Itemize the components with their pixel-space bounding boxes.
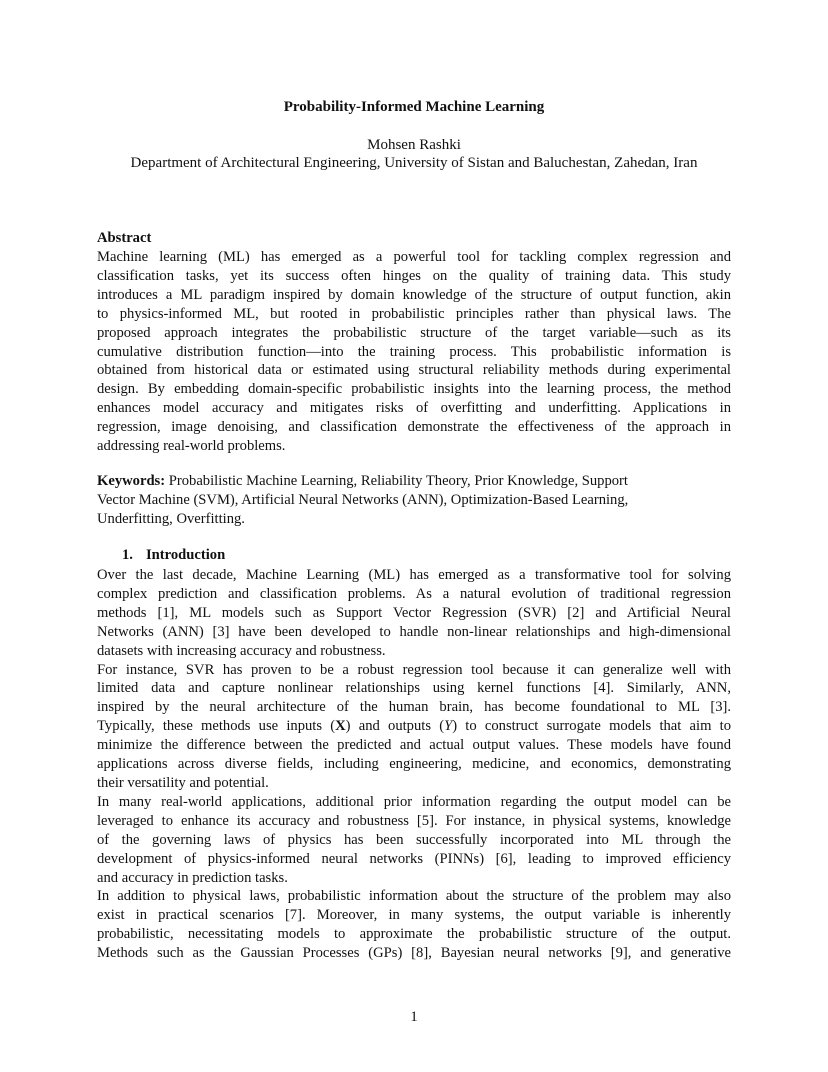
abstract-line: enhances model accuracy and mitigates risks of overfitting and underfitting. Applications in	[97, 400, 731, 417]
abstract-line: introduces a ML paradigm inspired by domain knowledge of the structure of output function, akin	[97, 286, 731, 303]
keywords-line: Underfitting, Overfitting.	[97, 510, 245, 527]
section-number: 1.	[122, 547, 133, 563]
author-name: Mohsen Rashki	[367, 137, 461, 153]
introduction-line: their versatility and potential.	[97, 774, 269, 791]
introduction-line: In many real-world applications, additional prior information regarding the output model can be	[97, 793, 731, 810]
keywords-label: Keywords:	[97, 473, 166, 489]
introduction-body	[97, 566, 731, 963]
abstract-line: obtained from historical data or estimated using structural reliability methods during experimental	[97, 362, 731, 379]
keywords-line: Vector Machine (SVM), Artificial Neural Networks (ANN), Optimization-Based Learning,	[97, 491, 629, 508]
keywords-line	[97, 472, 731, 491]
abstract-heading: Abstract	[97, 230, 152, 246]
abstract-line: design. By embedding domain-specific probabilistic insights into the learning process, the method	[97, 381, 731, 398]
introduction-line: Methods such as the Gaussian Processes (GPs) [8], Bayesian neural networks [9], and generative	[97, 945, 731, 962]
introduction-line: and accuracy in prediction tasks.	[97, 869, 288, 886]
abstract-line: Machine learning (ML) has emerged as a powerful tool for tackling complex regression and	[97, 249, 731, 265]
section-title: Introduction	[146, 547, 226, 563]
introduction-line: limited data and capture nonlinear relationships using kernel functions [4]. Similarly, ANN,	[97, 680, 731, 697]
math-symbol-y: Y	[444, 718, 453, 735]
introduction-line: applications across diverse fields, including engineering, medicine, and economics, demonstrating	[97, 756, 731, 773]
math-symbol-x: X	[335, 718, 346, 735]
introduction-line: probabilistic, necessitating models to approximate the probabilistic structure of the output.	[97, 926, 731, 943]
keywords-text: Probabilistic Machine Learning, Reliability Theory, Prior Knowledge, Support	[165, 473, 628, 489]
abstract-line: cumulative distribution function—into the training process. This probabilistic information is	[97, 343, 731, 360]
introduction-line: complex prediction and classification problems. As a natural evolution of traditional regression	[97, 585, 731, 602]
introduction-line: inspired by the neural architecture of the human brain, has become foundational to ML [3].	[97, 699, 731, 716]
introduction-line: methods [1], ML models such as Support Vector Regression (SVR) [2] and Artificial Neural	[97, 604, 731, 621]
abstract-body	[97, 248, 731, 456]
introduction-line: In addition to physical laws, probabilistic information about the structure of the problem may also	[97, 888, 731, 905]
abstract-line: proposed approach integrates the probabilistic structure of the target variable—such as its	[97, 324, 731, 341]
page-number: 1	[410, 1009, 418, 1025]
abstract-line: addressing real-world problems.	[97, 438, 286, 455]
author-affiliation: Department of Architectural Engineering, University of Sistan and Baluchestan, Zahedan, Iran	[130, 155, 698, 171]
abstract-line: to physics-informed ML, but rooted in probabilistic principles rather than physical laws. The	[97, 305, 731, 322]
introduction-line: development of physics-informed neural networks (PINNs) [6], leading to improved efficiency	[97, 850, 731, 867]
introduction-line: datasets with increasing accuracy and robustness.	[97, 642, 386, 659]
introduction-line: minimize the difference between the predicted and actual output values. These models have found	[97, 737, 731, 754]
introduction-line: Over the last decade, Machine Learning (ML) has emerged as a transformative tool for solving	[97, 567, 731, 583]
keywords-block	[97, 472, 731, 529]
introduction-line: leveraged to enhance its accuracy and robustness [5]. For instance, in physical systems, knowledge	[97, 812, 731, 829]
introduction-line: Typically, these methods use inputs (X) and outputs (Y) to construct surrogate models that aim to	[97, 718, 731, 735]
paper-title: Probability-Informed Machine Learning	[283, 99, 545, 115]
abstract-line: classification tasks, yet its success often hinges on the quality of training data. This study	[97, 267, 731, 284]
introduction-line: of the governing laws of physics has been successfully incorporated into ML through the	[97, 831, 731, 848]
introduction-line: For instance, SVR has proven to be a robust regression tool because it can generalize well with	[97, 661, 731, 678]
introduction-line: exist in practical scenarios [7]. Moreover, in many systems, the output variable is inherently	[97, 907, 731, 924]
abstract-line: regression, image denoising, and classification demonstrate the effectiveness of the approach in	[97, 419, 731, 436]
introduction-line: Networks (ANN) [3] have been developed to handle non-linear relationships and high-dimensional	[97, 623, 731, 640]
introduction-heading	[122, 546, 522, 565]
